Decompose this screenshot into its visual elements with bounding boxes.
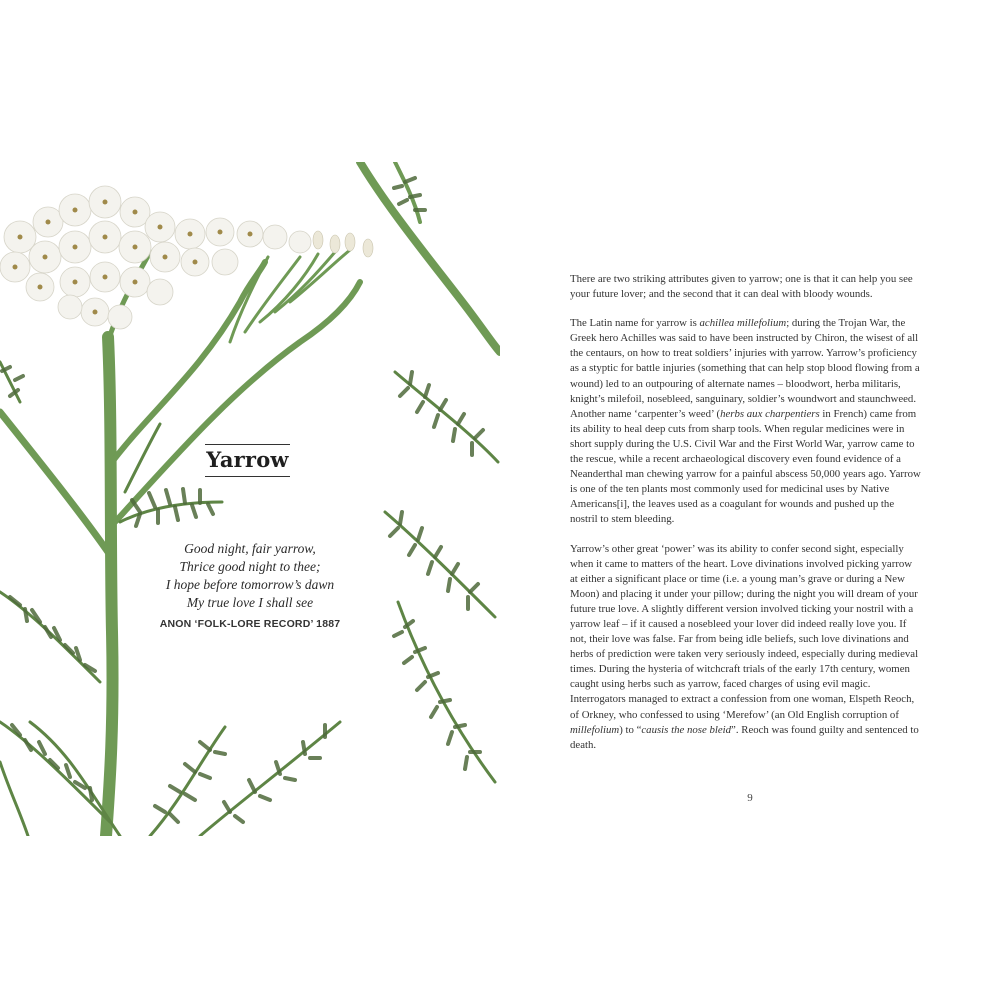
poem-line: I hope before tomorrow’s dawn: [165, 577, 335, 592]
text-segment: in French) came from its ability to heal deep cuts from sharp tools. When regular medicines were in short supply during the U.S. Civil War and the First World War, yarrow came to the rescue, while a recent archaeological discovery even found evidence of a Neanderthal man chewing yarrow for a painful abscess 50,000 years ago. Yarrow is one of the ten plants most commonly used for medicinal uses by Native Americans[i], the leaves used as a coagulant for wounds and pushed up the nostril to stem bleeding.: [570, 407, 921, 526]
title-block: [205, 444, 290, 477]
right-page: [500, 162, 1000, 836]
body-text: [570, 272, 922, 767]
page-title: Yarrow: [206, 447, 289, 472]
paragraph: [570, 316, 922, 527]
italic-text: herbs aux charpentiers: [720, 407, 820, 420]
page-number: 9: [747, 792, 753, 804]
poem-line: Good night, fair yarrow,: [184, 541, 316, 556]
text-segment: ; during the Trojan War, the Greek hero Achilles was said to have been instructed by Chiron, the wisest of all the centaurs, on how to treat soldiers’ injuries with yarrow. Yarrow’s proficiency as a styptic for battle injuries (something that can help stop blood flowing from a wound) led to an outpouring of alternate names – bloodwort, herba militaris, knight’s milefoil, nosebleed, sanguinary, soldier’s woundwort and staunchweed. Another name ‘carpenter’s weed’ (: [570, 317, 920, 420]
left-page: [0, 162, 500, 836]
italic-text: achillea millefolium: [699, 317, 787, 330]
paragraph: [570, 542, 922, 753]
paragraph: [570, 272, 922, 302]
poem-attribution: ANON ‘FOLK-LORE RECORD’ 1887: [159, 618, 341, 630]
italic-text: millefolium: [570, 723, 620, 736]
text-segment: The Latin name for yarrow is: [570, 317, 700, 330]
poem-line: Thrice good night to thee;: [179, 559, 321, 574]
yarrow-illustration: [0, 162, 500, 836]
text-segment: Yarrow’s other great ‘power’ was its ability to confer second sight, especially when it came to matters of the heart. Love divinations involved picking yarrow at either a significant place or time (i.e. a young man’s grave or during a New Moon) and placing it under your pillow; during the night you will dream of your future true love. A slightly different version involved ticking your nostril with a yarrow leaf – if it caused a nosebleed your lover did indeed really love you. If not, their love was false. Far from being idle beliefs, such love divinations and herbs of prediction were taken very seriously indeed, especially during medieval times. During the hysteria of witchcraft trials of the early 17th century, women caught using herbs such as yarrow, faced charges of using evil magic. Interrogators managed to extract a confession from one woman, Elspeth Reoch, of Orkney, who confessed to using ‘Merefow’ (an Old English corruption of: [570, 542, 919, 721]
poem-line: My true love I shall see: [186, 595, 314, 610]
poem: [150, 540, 350, 612]
text-segment: ) to “: [619, 723, 642, 736]
text-segment: ”. Reoch was found guilty and sentenced to death.: [570, 723, 919, 751]
italic-text: causis the nose bleid: [641, 723, 732, 736]
text-segment: There are two striking attributes given to yarrow; one is that it can help you see your future lover; and the second that it can deal with bloody wounds.: [570, 273, 913, 301]
